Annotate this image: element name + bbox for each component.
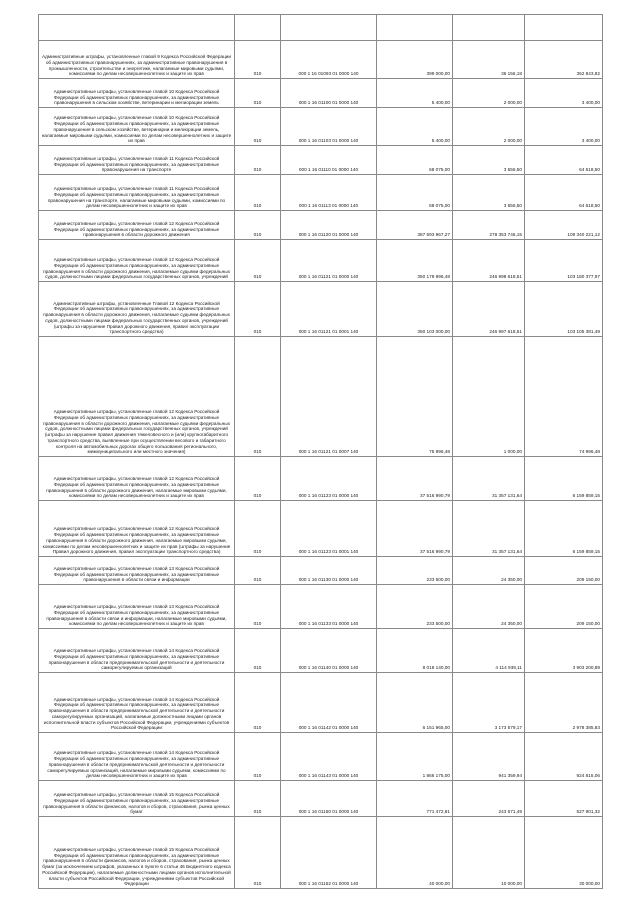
unexecuted-amount-cell: 64 518,50: [525, 146, 603, 175]
unexecuted-amount-cell: 30 000,00: [525, 817, 603, 889]
unexecuted-amount-cell: 103 180 377,97: [525, 240, 603, 282]
classification-code-cell: 000 1 16 01133 01 0000 140: [281, 585, 377, 629]
approved-amount-cell: 40 000,00: [377, 817, 453, 889]
table-row: [39, 673, 603, 733]
unexecuted-amount-cell: 527 901,32: [525, 781, 603, 817]
indicator-name-cell: Административные штрафы, установленные главой 10 Кодекса Российской Федерации об административных правонарушениях, за административные правонарушения в сельском хозяйстве, ветеринарии и мелиорации земель, налагаемые мировыми судьями, комиссиями по делам несовершеннолетних и защите их прав: [39, 108, 235, 146]
table-body: [39, 15, 603, 889]
line-code-cell: 010: [235, 41, 281, 79]
line-code-cell: 010: [235, 79, 281, 108]
unexecuted-amount-cell: 103 105 381,49: [525, 282, 603, 337]
classification-code-cell: 000 1 16 01152 01 0000 140: [281, 817, 377, 889]
table-row: [39, 41, 603, 79]
executed-amount-cell: 3 556,50: [453, 175, 525, 211]
classification-code-cell: 000 1 16 01140 01 0000 140: [281, 629, 377, 673]
classification-code-cell: 000 1 16 01150 01 0000 140: [281, 781, 377, 817]
unexecuted-amount-cell: 209 150,00: [525, 585, 603, 629]
indicator-name-cell: Административные штрафы, установленные главой 13 Кодекса Российской Федерации об административных правонарушениях, за административные правонарушения в области связи и информации: [39, 557, 235, 585]
classification-code-cell: 000 1 16 01121 01 0000 140: [281, 240, 377, 282]
classification-code-cell: 000 1 16 01100 01 0000 140: [281, 79, 377, 108]
indicator-name-cell: Административные штрафы, установленные главой 12 Кодекса Российской Федерации об административных правонарушениях, за административные правонарушения в области дорожного движения, налагаемые мировыми судьями, комиссиями по делам несовершеннолетних и защите их прав: [39, 457, 235, 501]
unexecuted-amount-cell: 209 150,00: [525, 557, 603, 585]
approved-amount-cell: 68 075,00: [377, 175, 453, 211]
executed-amount-cell: 31 357 131,64: [453, 457, 525, 501]
table-row: [39, 175, 603, 211]
approved-amount-cell: 350 103 000,00: [377, 282, 453, 337]
classification-code-cell: 000 1 16 01120 01 0000 140: [281, 211, 377, 240]
classification-code-cell: 000 1 16 01121 01 0007 140: [281, 337, 377, 457]
classification-code-cell: 000 1 16 01143 01 0000 140: [281, 733, 377, 781]
executed-amount-cell: 246 997 618,51: [453, 282, 525, 337]
table-row: [39, 282, 603, 337]
indicator-name-cell: Административные штрафы, установленные главой 14 Кодекса Российской Федерации об административных правонарушениях, за административные правонарушения в области предпринимательской деятельности и деятельности саморегулируемых организаций, налагаемые мировыми судьями, комиссиями по делам несовершеннолетних и защите их прав: [39, 733, 235, 781]
executed-amount-cell: 36 156,18: [453, 41, 525, 79]
unexecuted-amount-cell: 6 159 859,15: [525, 501, 603, 557]
indicator-name-cell: Административные штрафы, установленные главой 11 Кодекса Российской Федерации об административных правонарушениях, за административные правонарушения на транспорте: [39, 146, 235, 175]
table-row: [39, 585, 603, 629]
executed-amount-cell: 2 000,00: [453, 108, 525, 146]
unexecuted-amount-cell: 109 340 221,12: [525, 211, 603, 240]
executed-amount-cell: 941 359,94: [453, 733, 525, 781]
line-code-cell: 010: [235, 673, 281, 733]
executed-amount-cell: 1 000,00: [453, 337, 525, 457]
empty-cell: [525, 15, 603, 41]
executed-amount-cell: 2 000,00: [453, 79, 525, 108]
indicator-name-cell: Административные штрафы, установленные главой 10 Кодекса Российской Федерации об административных правонарушениях, за административные правонарушения в сельском хозяйстве, ветеринарии и мелиорации земель: [39, 79, 235, 108]
line-code-cell: 010: [235, 146, 281, 175]
executed-amount-cell: 24 350,00: [453, 585, 525, 629]
empty-cell: [377, 15, 453, 41]
indicator-name-cell: Административные штрафы, установленные главой 12 Кодекса Российской Федерации об административных правонарушениях, за административные правонарушения в области дорожного движения, налагаемые мировыми судьями, комиссиями по делам несовершеннолетних и защите их прав (штрафы за нарушение Правил дорожного движения, правил эксплуатации транспортного средства): [39, 501, 235, 557]
classification-code-cell: 000 1 16 01123 01 0000 140: [281, 457, 377, 501]
line-code-cell: 010: [235, 733, 281, 781]
indicator-name-cell: Административные штрафы, установленные главой 11 Кодекса Российской Федерации об административных правонарушениях, за административные правонарушения на транспорте, налагаемые мировыми судьями, комиссиями по делам несовершеннолетних и защите их прав: [39, 175, 235, 211]
classification-code-cell: 000 1 16 01103 01 0000 140: [281, 108, 377, 146]
indicator-name-cell: Административные штрафы, установленные главой 12 Кодекса Российской Федерации об административных правонарушениях, за административные правонарушения в области дорожного движения, налагаемые судьями федеральных судов, должностными лицами федеральных государственных органов, учреждений (штрафы за нарушение правил движения тяжеловесного и (или) крупногабаритного транспортного средства, выявленные при осуществлении весового и габаритного контроля на автомобильных дорогах общего пользования регионального, межмуниципального или местного значения): [39, 337, 235, 457]
executed-amount-cell: 24 350,00: [453, 557, 525, 585]
classification-code-cell: 000 1 16 01113 01 0000 140: [281, 175, 377, 211]
table-row: [39, 501, 603, 557]
indicator-name-cell: Административные штрафы, установленные главой 12 Кодекса Российской Федерации об административных правонарушениях, за административные правонарушения в области дорожного движения: [39, 211, 235, 240]
table-row: [39, 629, 603, 673]
line-code-cell: 010: [235, 781, 281, 817]
classification-code-cell: 000 1 16 01121 01 0001 140: [281, 282, 377, 337]
unexecuted-amount-cell: 2 978 385,83: [525, 673, 603, 733]
table-row: [39, 79, 603, 108]
executed-amount-cell: 3 173 579,17: [453, 673, 525, 733]
table-row: [39, 557, 603, 585]
indicator-name-cell: Административные штрафы, установленные главой 9 Кодекса Российской Федерации об административных правонарушениях, за административные правонарушения в промышленности, строительстве и энергетике, налагаемые мировыми судьями, комиссиями по делам несовершеннолетних и защите их прав: [39, 41, 235, 79]
unexecuted-amount-cell: 64 518,50: [525, 175, 603, 211]
executed-amount-cell: 10 000,00: [453, 817, 525, 889]
approved-amount-cell: 771 472,81: [377, 781, 453, 817]
line-code-cell: 010: [235, 240, 281, 282]
indicator-name-cell: Административные штрафы, установленные главой 12 Кодекса Российской Федерации об административных правонарушениях, за административные правонарушения в области дорожного движения, налагаемые судьями федеральных судов, должностными лицами федеральных государственных органов, учреждений: [39, 240, 235, 282]
unexecuted-amount-cell: 3 400,00: [525, 79, 603, 108]
indicator-name-cell: Административные штрафы, установленные главой 15 Кодекса Российской Федерации об административных правонарушениях, за административные правонарушения в области финансов, налогов и сборов, страхования, рынка ценных бумаг (за исключением штрафов, указанных в пункте 6 статьи 46 Бюджетного кодекса Российской Федерации), налагаемые должностными лицами органов исполнительной власти субъектов Российской Федерации, учреждениями субъектов Российской Федерации: [39, 817, 235, 889]
unexecuted-amount-cell: 924 815,06: [525, 733, 603, 781]
approved-amount-cell: 387 693 967,27: [377, 211, 453, 240]
classification-code-cell: 000 1 16 01123 01 0001 140: [281, 501, 377, 557]
budget-revenue-table: [38, 14, 603, 889]
executed-amount-cell: 3 556,50: [453, 146, 525, 175]
line-code-cell: 010: [235, 108, 281, 146]
unexecuted-amount-cell: 362 843,82: [525, 41, 603, 79]
classification-code-cell: 000 1 16 01110 01 0000 140: [281, 146, 377, 175]
classification-code-cell: 000 1 16 01130 01 0000 140: [281, 557, 377, 585]
approved-amount-cell: 350 178 996,48: [377, 240, 453, 282]
indicator-name-cell: Административные штрафы, установленные главой 14 Кодекса Российской Федерации об административных правонарушениях, за административные правонарушения в области предпринимательской деятельности и деятельности саморегулируемых организаций: [39, 629, 235, 673]
approved-amount-cell: 233 500,00: [377, 585, 453, 629]
approved-amount-cell: 1 866 175,00: [377, 733, 453, 781]
empty-cell: [235, 15, 281, 41]
table-row: [39, 337, 603, 457]
line-code-cell: 010: [235, 629, 281, 673]
unexecuted-amount-cell: 74 996,48: [525, 337, 603, 457]
executed-amount-cell: 243 571,49: [453, 781, 525, 817]
approved-amount-cell: 37 516 990,79: [377, 501, 453, 557]
classification-code-cell: 000 1 16 01093 01 0000 140: [281, 41, 377, 79]
executed-amount-cell: 31 357 131,64: [453, 501, 525, 557]
approved-amount-cell: 6 151 965,00: [377, 673, 453, 733]
executed-amount-cell: 4 114 939,11: [453, 629, 525, 673]
indicator-name-cell: Административные штрафы, установленные главой 14 Кодекса Российской Федерации об административных правонарушениях, за административные правонарушения в области предпринимательской деятельности и деятельности саморегулируемых организаций, налагаемые должностными лицами органов исполнительной власти субъектов Российской Федерации, учреждениями субъектов Российской Федерации: [39, 673, 235, 733]
line-code-cell: 010: [235, 457, 281, 501]
line-code-cell: 010: [235, 817, 281, 889]
approved-amount-cell: 8 018 140,00: [377, 629, 453, 673]
approved-amount-cell: 233 500,00: [377, 557, 453, 585]
empty-cell: [281, 15, 377, 41]
approved-amount-cell: 68 075,00: [377, 146, 453, 175]
table-row: [39, 733, 603, 781]
table-row-continuation: [39, 15, 603, 41]
unexecuted-amount-cell: 3 903 200,89: [525, 629, 603, 673]
line-code-cell: 010: [235, 501, 281, 557]
line-code-cell: 010: [235, 585, 281, 629]
unexecuted-amount-cell: 3 400,00: [525, 108, 603, 146]
approved-amount-cell: 75 996,48: [377, 337, 453, 457]
approved-amount-cell: 5 400,00: [377, 79, 453, 108]
approved-amount-cell: 5 400,00: [377, 108, 453, 146]
line-code-cell: 010: [235, 211, 281, 240]
classification-code-cell: 000 1 16 01142 01 0000 140: [281, 673, 377, 733]
indicator-name-cell: Административные штрафы, установленные Главой 12 Кодекса Российской Федерации об административных правонарушениях, за административные правонарушения в области дорожного движения, налагаемые судьями федеральных судов, должностными лицами федеральных государственных органов, учреждений (штрафы за нарушение Правил дорожного движения, правил эксплуатации транспортного средства): [39, 282, 235, 337]
line-code-cell: 010: [235, 282, 281, 337]
table-row: [39, 457, 603, 501]
approved-amount-cell: 37 516 990,79: [377, 457, 453, 501]
executed-amount-cell: 246 998 618,51: [453, 240, 525, 282]
indicator-name-cell: Административные штрафы, установленные главой 15 Кодекса Российской Федерации об административных правонарушениях, за административные правонарушения в области финансов, налогов и сборов, страхования, рынка ценных бумаг: [39, 781, 235, 817]
empty-cell: [39, 15, 235, 41]
table-row: [39, 817, 603, 889]
table-row: [39, 211, 603, 240]
table-row: [39, 240, 603, 282]
table-row: [39, 108, 603, 146]
table-row: [39, 781, 603, 817]
approved-amount-cell: 399 000,00: [377, 41, 453, 79]
table-row: [39, 146, 603, 175]
indicator-name-cell: Административные штрафы, установленные главой 13 Кодекса Российской Федерации об административных правонарушениях, за административные правонарушения в области связи и информации, налагаемые мировыми судьями, комиссиями по делам несовершеннолетних и защите их прав: [39, 585, 235, 629]
unexecuted-amount-cell: 6 159 859,15: [525, 457, 603, 501]
line-code-cell: 010: [235, 175, 281, 211]
line-code-cell: 010: [235, 337, 281, 457]
line-code-cell: 010: [235, 557, 281, 585]
empty-cell: [453, 15, 525, 41]
executed-amount-cell: 278 353 746,15: [453, 211, 525, 240]
